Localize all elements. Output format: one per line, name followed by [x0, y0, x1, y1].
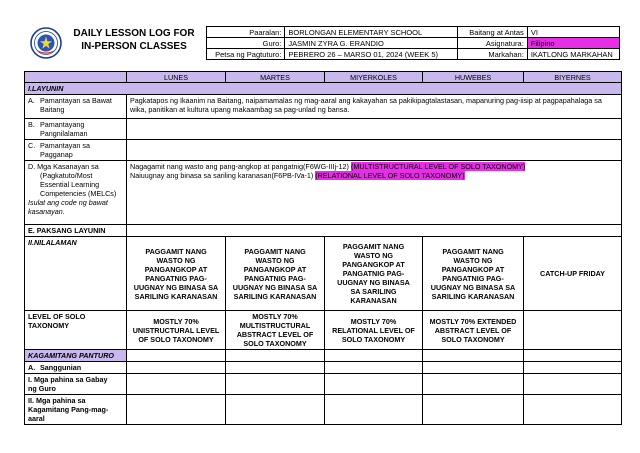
markahan-value: IKATLONG MARKAHAN: [527, 49, 619, 60]
multistructural-highlight: (MULTISTRUCTURAL LEVEL OF SOLO TAXONOMY): [350, 162, 526, 171]
asignatura-label: Asignatura:: [458, 38, 528, 49]
cell-line: SOLO TAXONOMY: [341, 334, 406, 344]
gabay-row: [25, 374, 622, 395]
kagamitang-row: [25, 350, 622, 362]
nilalaman-label: II.NILALAMAN: [25, 237, 127, 311]
melc-line-2: Naiuugnay ang binasa sa sariling karanasan(F6PB-IVa-1) (RELATIONAL LEVEL OF SOLO TAXONOMY): [130, 171, 465, 180]
cell-line: PANGANGKOP AT: [144, 264, 208, 274]
document-title: [64, 27, 204, 53]
cell-line: PANGATNIG PAG-: [145, 273, 207, 283]
day-biyernes: BIYERNES: [524, 72, 622, 83]
baitang-label: Baitang at Antas: [458, 27, 528, 38]
day-header-blank: [25, 72, 127, 83]
cell-line: MOSTLY 70%: [350, 316, 397, 326]
cell-line: WASTO NG: [156, 255, 196, 265]
sanggunian-row: [25, 362, 622, 374]
cell-line: SOLO TAXONOMY: [243, 339, 307, 348]
cell-line: MOSTLY 70% EXTENDED: [429, 316, 517, 326]
kagamitang-heading: KAGAMITANG PANTURO: [25, 350, 127, 362]
cell-line: PANGANGKOP AT: [342, 260, 405, 269]
cell-line: ABSTRACT LEVEL OF: [434, 325, 512, 335]
cell-line: PAGGAMIT NANG: [145, 246, 207, 256]
solo-martes: [226, 311, 325, 350]
deped-seal-icon: [30, 27, 62, 59]
kagamitan-label: II. Mga pahina sa Kagamitang Pang-mag- aaral: [25, 395, 127, 425]
paaralan-value: BORLONGAN ELEMENTARY SCHOOL: [285, 27, 458, 38]
cell-line: PANGANGKOP AT: [243, 264, 307, 274]
pamantayang-pangnilalaman-row: [25, 119, 622, 140]
solo-biyernes: [524, 311, 622, 350]
lesson-log-header: [24, 26, 620, 60]
sanggunian-label: A. Sanggunian: [25, 362, 127, 374]
cell-line: KARANASAN: [350, 296, 397, 305]
cell-line: PAGGAMIT NANG: [342, 242, 405, 251]
pamantayan-baitang-text: Pagkatapos ng Ikaanim na Baitang, naipamamalas ng mag-aaral ang kakayahan sa pakikipagtalastasan, mapanuring pag-iisip at pagpapahalaga sa wika, panitikan at kultura upang makaambag sa pag-unlad ng bansa.: [127, 95, 622, 119]
layunin-heading: I.LAYUNIN: [25, 83, 622, 95]
baitang-value: VI: [527, 27, 619, 38]
solo-level-row: [25, 311, 622, 350]
gabay-label: I. Mga pahina sa Gabay ng Guro: [25, 374, 127, 395]
cell-line: MOSTLY 70%: [252, 312, 298, 321]
pamantayan-pagganap-row: [25, 140, 622, 161]
pamantayang-pangnilalaman-label: B. Pamantayang Pangnilalaman: [25, 119, 127, 140]
cell-line: MULTISTRUCTURAL: [239, 321, 311, 330]
solo-huwebes: [423, 311, 524, 350]
relational-highlight: (RELATIONAL LEVEL OF SOLO TAXONOMY): [315, 171, 465, 180]
solo-miyerkoles: [325, 311, 423, 350]
day-martes: MARTES: [226, 72, 325, 83]
layunin-row: [25, 83, 622, 95]
paksang-layunin-row: [25, 225, 622, 237]
cell-line: PAGGAMIT NANG: [442, 246, 504, 256]
cell-line: UUGNAY NG BINASA SA: [133, 282, 219, 292]
guro-value: JASMIN ZYRA G. ERANDIO: [285, 38, 458, 49]
guro-label: Guro:: [207, 38, 285, 49]
cell-line: WASTO NG: [255, 255, 295, 265]
nilalaman-biyernes: [524, 237, 622, 311]
paaralan-label: Paaralan:: [207, 27, 285, 38]
cell-line: PAGGAMIT NANG: [244, 246, 306, 256]
pamantayan-baitang-label: A. Pamantayan sa Bawat Baitang: [25, 95, 127, 119]
kasanayan-label: D. Mga Kasanayan sa (Pagkatuto/Most Essential Learning Competencies (MELCs) Isulat ang code ng bawat kasanayan.: [25, 161, 127, 225]
pamantayan-baitang-row: [25, 95, 622, 119]
cell-line: UUGNAY NG BINASA: [337, 278, 410, 287]
pamantayang-pangnilalaman-text: [127, 119, 622, 140]
cell-line: UUGNAY NG BINASA SA: [430, 282, 516, 292]
title-line-2: IN-PERSON CLASSES: [81, 41, 187, 52]
nilalaman-huwebes: [423, 237, 524, 311]
pamantayan-pagganap-label: C. Pamantayan sa Pagganap: [25, 140, 127, 161]
day-huwebes: HUWEBES: [423, 72, 524, 83]
cell-line: WASTO NG: [353, 251, 393, 260]
cell-line: PANGATNIG PAG-: [442, 273, 504, 283]
cell-line: RELATIONAL LEVEL OF: [332, 325, 415, 335]
solo-level-label: LEVEL OF SOLO TAXONOMY: [25, 311, 127, 350]
cell-line: ABSTRACT LEVEL OF: [236, 330, 314, 339]
nilalaman-lunes: [127, 237, 226, 311]
markahan-label: Markahan:: [458, 49, 528, 60]
cell-line: UUGNAY NG BINASA SA: [232, 282, 318, 292]
nilalaman-martes: [226, 237, 325, 311]
melc-line-1: Nagagamit nang wasto ang pang-angkop at pangatnig(F6WG-IIIj-12) (MULTISTRUCTURAL LEVEL OF SOLO TAXONOMY): [130, 162, 526, 171]
title-line-1: DAILY LESSON LOG FOR: [73, 28, 195, 39]
solo-lunes: [127, 311, 226, 350]
kasanayan-text: [127, 161, 622, 225]
cell-line: SARILING KARANASAN: [431, 291, 515, 301]
cell-line: MOSTLY 70%: [153, 316, 199, 326]
cell-line: PANGATNIG PAG-: [244, 273, 306, 283]
cell-line: WASTO NG: [453, 255, 493, 265]
cell-line: UNISTRUCTURAL LEVEL: [132, 325, 220, 335]
cell-line: SARILING KARANASAN: [233, 291, 317, 301]
pamantayan-pagganap-text: [127, 140, 622, 161]
lesson-log-table: [24, 71, 622, 425]
paksang-layunin-text: [127, 225, 622, 237]
cell-line: SOLO TAXONOMY: [441, 334, 505, 344]
nilalaman-row: [25, 237, 622, 311]
day-lunes: LUNES: [127, 72, 226, 83]
asignatura-value: Filipino: [527, 38, 619, 49]
petsa-label: Petsa ng Pagtuturo:: [207, 49, 285, 60]
cell-line: PANGATNIG PAG-: [342, 269, 405, 278]
header-info-table: [206, 26, 620, 60]
kagamitan-row: [25, 395, 622, 425]
paksang-layunin-label: E. PAKSANG LAYUNIN: [25, 225, 127, 237]
cell-line: OF SOLO TAXONOMY: [138, 334, 214, 344]
nilalaman-miyerkoles: [325, 237, 423, 311]
cell-line: PANGANGKOP AT: [441, 264, 505, 274]
kasanayan-row: [25, 161, 622, 225]
cell-line: SA SARILING: [350, 287, 397, 296]
petsa-value: PEBRERO 26 – MARSO 01, 2024 (WEEK 5): [285, 49, 458, 60]
day-header-row: [25, 72, 622, 83]
day-miyerkoles: MIYERKOLES: [325, 72, 423, 83]
cell-line: CATCH-UP FRIDAY: [540, 269, 605, 278]
cell-line: SARILING KARANASAN: [134, 291, 218, 301]
